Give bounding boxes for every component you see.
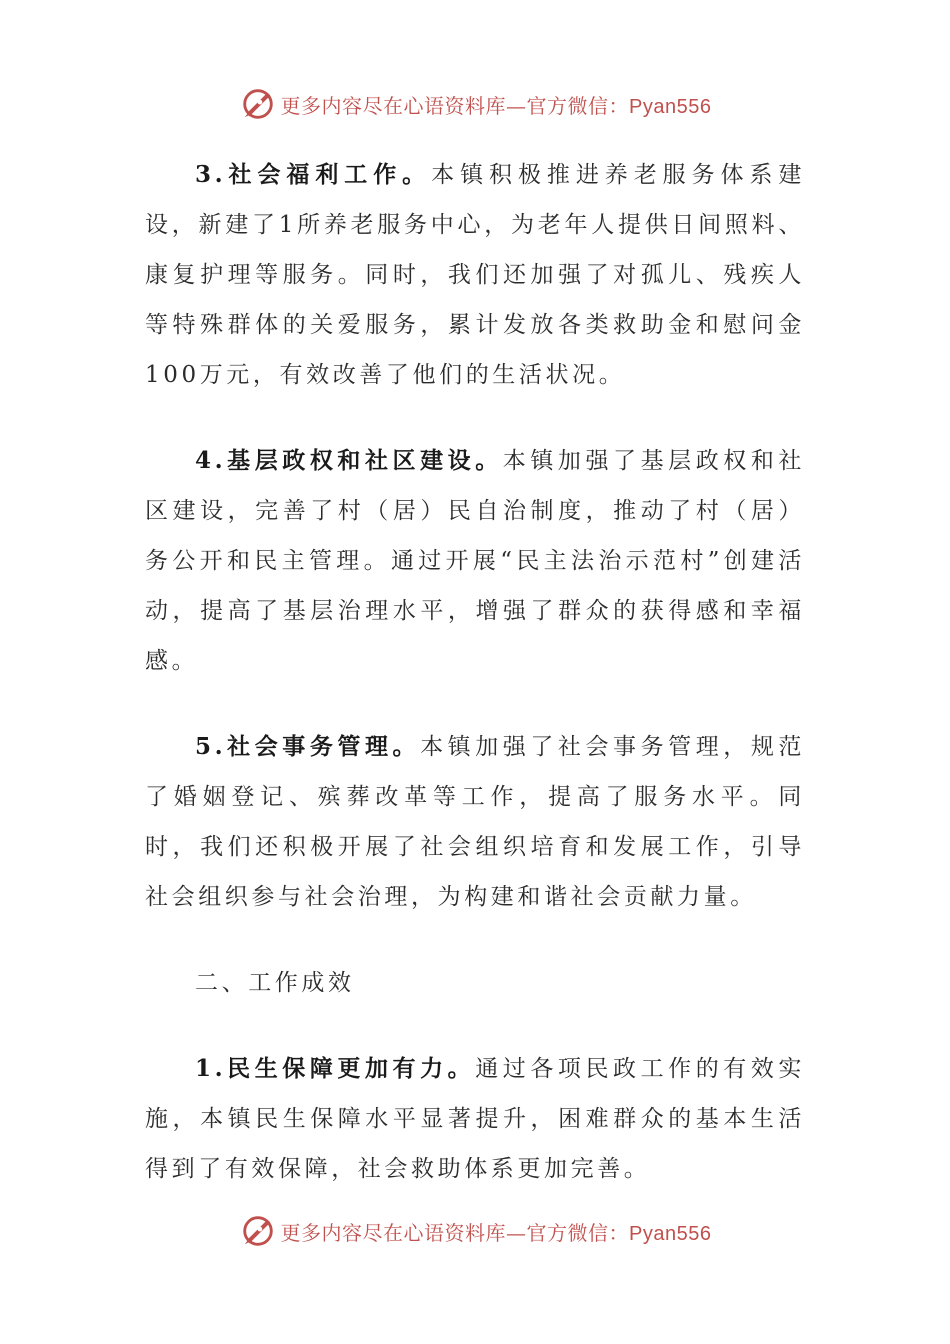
paragraph-social-affairs xyxy=(145,722,805,922)
banner-text-main: 更多内容尽在心语资料库—官方微信： xyxy=(280,1220,630,1245)
banner-text-main: 更多内容尽在心语资料库—官方微信： xyxy=(280,93,630,118)
pen-logo-icon xyxy=(239,85,277,123)
document-body xyxy=(145,150,805,1230)
paragraph-grassroots xyxy=(145,436,805,686)
footer-banner xyxy=(0,1211,950,1251)
banner-wechat-id: Pyan556 xyxy=(629,1222,712,1245)
paragraph-body: 本镇加强了社会事务管理，规范了婚姻登记、殡葬改革等工作，提高了服务水平。同时，我们还积极开展了社会组织培育和发展工作，引导社会组织参与社会治理，为构建和谐社会贡献力量。 xyxy=(145,734,805,910)
paragraph-social-welfare xyxy=(145,150,805,400)
paragraph-livelihood xyxy=(145,1044,805,1194)
paragraph-lead: 4.基层政权和社区建设。 xyxy=(195,447,503,474)
header-banner xyxy=(0,84,950,124)
pen-logo-icon xyxy=(239,1212,277,1250)
banner-text xyxy=(281,90,712,119)
paragraph-body: 本镇加强了基层政权和社区建设，完善了村（居）民自治制度，推动了村（居）务公开和民主管理。通过开展“民主法治示范村”创建活动，提高了基层治理水平，增强了群众的获得感和幸福感。 xyxy=(145,448,805,674)
paragraph-lead: 5.社会事务管理。 xyxy=(195,733,421,760)
paragraph-body: 本镇积极推进养老服务体系建设，新建了1所养老服务中心，为老年人提供日间照料、康复护理等服务。同时，我们还加强了对孤儿、残疾人等特殊群体的关爱服务，累计发放各类救助金和慰问金100万元，有效改善了他们的生活状况。 xyxy=(145,162,805,388)
banner-wechat-id: Pyan556 xyxy=(629,95,712,118)
banner-text xyxy=(281,1217,712,1246)
paragraph-lead: 1.民生保障更加有力。 xyxy=(195,1055,476,1082)
paragraph-body: 通过各项民政工作的有效实施，本镇民生保障水平显著提升，困难群众的基本生活得到了有效保障，社会救助体系更加完善。 xyxy=(145,1056,805,1182)
section-heading: 二、工作成效 xyxy=(195,970,355,996)
paragraph-lead: 3.社会福利工作。 xyxy=(195,161,432,188)
